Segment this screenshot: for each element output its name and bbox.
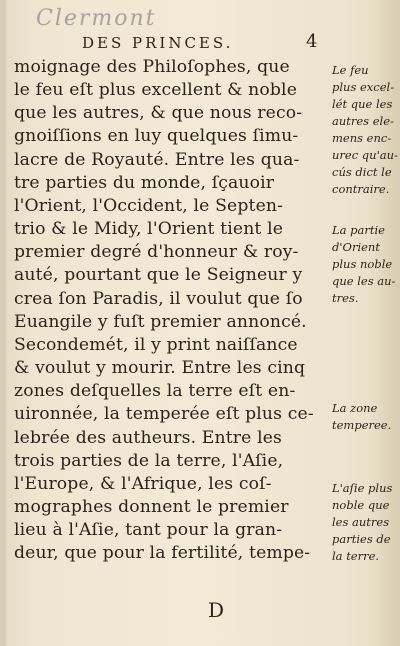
text-line: & voulut y mourir. Entre les cinq: [14, 358, 306, 379]
text-line: zones deſquelles la terre eſt en-: [14, 381, 296, 402]
text-line: premier degré d'honneur & roy-: [14, 242, 299, 263]
text-line: mographes donnent le premier: [14, 496, 289, 517]
margin-note-line: que les au-: [332, 274, 396, 288]
text-line: lacre de Royauté. Entre les qua-: [14, 149, 300, 170]
text-line: gnoiſſions en luy quelques ſimu-: [14, 126, 299, 147]
margin-note-line: noble que: [332, 498, 390, 512]
text-line: l'Orient, l'Occident, le Septen-: [14, 195, 284, 216]
margin-note-line: d'Orient: [332, 240, 380, 254]
text-line: uironnée, la temperée eſt plus ce-: [14, 404, 314, 425]
text-line: tre parties du monde, ſçauoir: [14, 172, 275, 193]
text-line: trio & le Midy, l'Orient tient le: [14, 219, 284, 240]
text-line: lieu à l'Aſie, tant pour la gran-: [14, 520, 283, 541]
text-line: Secondemét, il y print naiſſance: [14, 334, 298, 355]
margin-note-line: Le feu: [332, 63, 369, 77]
margin-note-line: mens enc-: [332, 131, 392, 145]
signature-mark: D: [208, 598, 225, 622]
margin-note-line: temperee.: [332, 418, 392, 432]
margin-note-line: plus excel-: [332, 80, 395, 94]
page-number: 4: [306, 31, 318, 52]
margin-note-line: la terre.: [332, 549, 380, 563]
margin-note-line: cús dict le: [332, 165, 392, 179]
text-line: crea ſon Paradis, il voulut que ſo: [14, 288, 303, 309]
text-line: que les autres, & que nous reco-: [14, 103, 303, 124]
margin-note-line: tres.: [332, 291, 359, 305]
text-line: Euangile y fuſt premier annoncé.: [14, 311, 307, 332]
margin-note-zone: [332, 400, 400, 434]
text-line: auté, pourtant que le Seigneur y: [14, 265, 303, 286]
margin-note-line: urec qu'au-: [332, 148, 398, 162]
margin-note-line: autres ele-: [332, 114, 394, 128]
margin-note-line: plus noble: [332, 257, 393, 271]
margin-note-line: lét que les: [332, 97, 393, 111]
margin-note-asia: [332, 480, 400, 565]
margin-note-line: les autres: [332, 515, 390, 529]
text-line: l'Europe, & l'Afrique, les coſ-: [14, 473, 272, 494]
margin-note-line: L'aſie plus: [332, 481, 393, 495]
margin-note-fire: [332, 62, 400, 198]
text-line: trois parties de la terre, l'Aſie,: [14, 450, 284, 471]
margin-note-line: parties de: [332, 532, 391, 546]
margin-note-line: La zone: [332, 401, 378, 415]
margin-note-orient: [332, 222, 400, 307]
margin-note-line: contraire.: [332, 182, 390, 196]
handwritten-scrawl: Clermont: [36, 6, 157, 31]
text-line: moignage des Philoſophes, que: [14, 57, 290, 77]
text-line: deur, que pour la fertilité, tempe-: [14, 543, 311, 564]
main-text-block: [14, 56, 332, 565]
margin-note-line: La partie: [332, 223, 385, 237]
text-line: le feu eſt plus excellent & noble: [14, 80, 298, 101]
text-line: lebrée des autheurs. Entre les: [14, 427, 283, 448]
book-page: [6, 0, 398, 646]
running-head: DES PRINCES.: [82, 34, 234, 52]
